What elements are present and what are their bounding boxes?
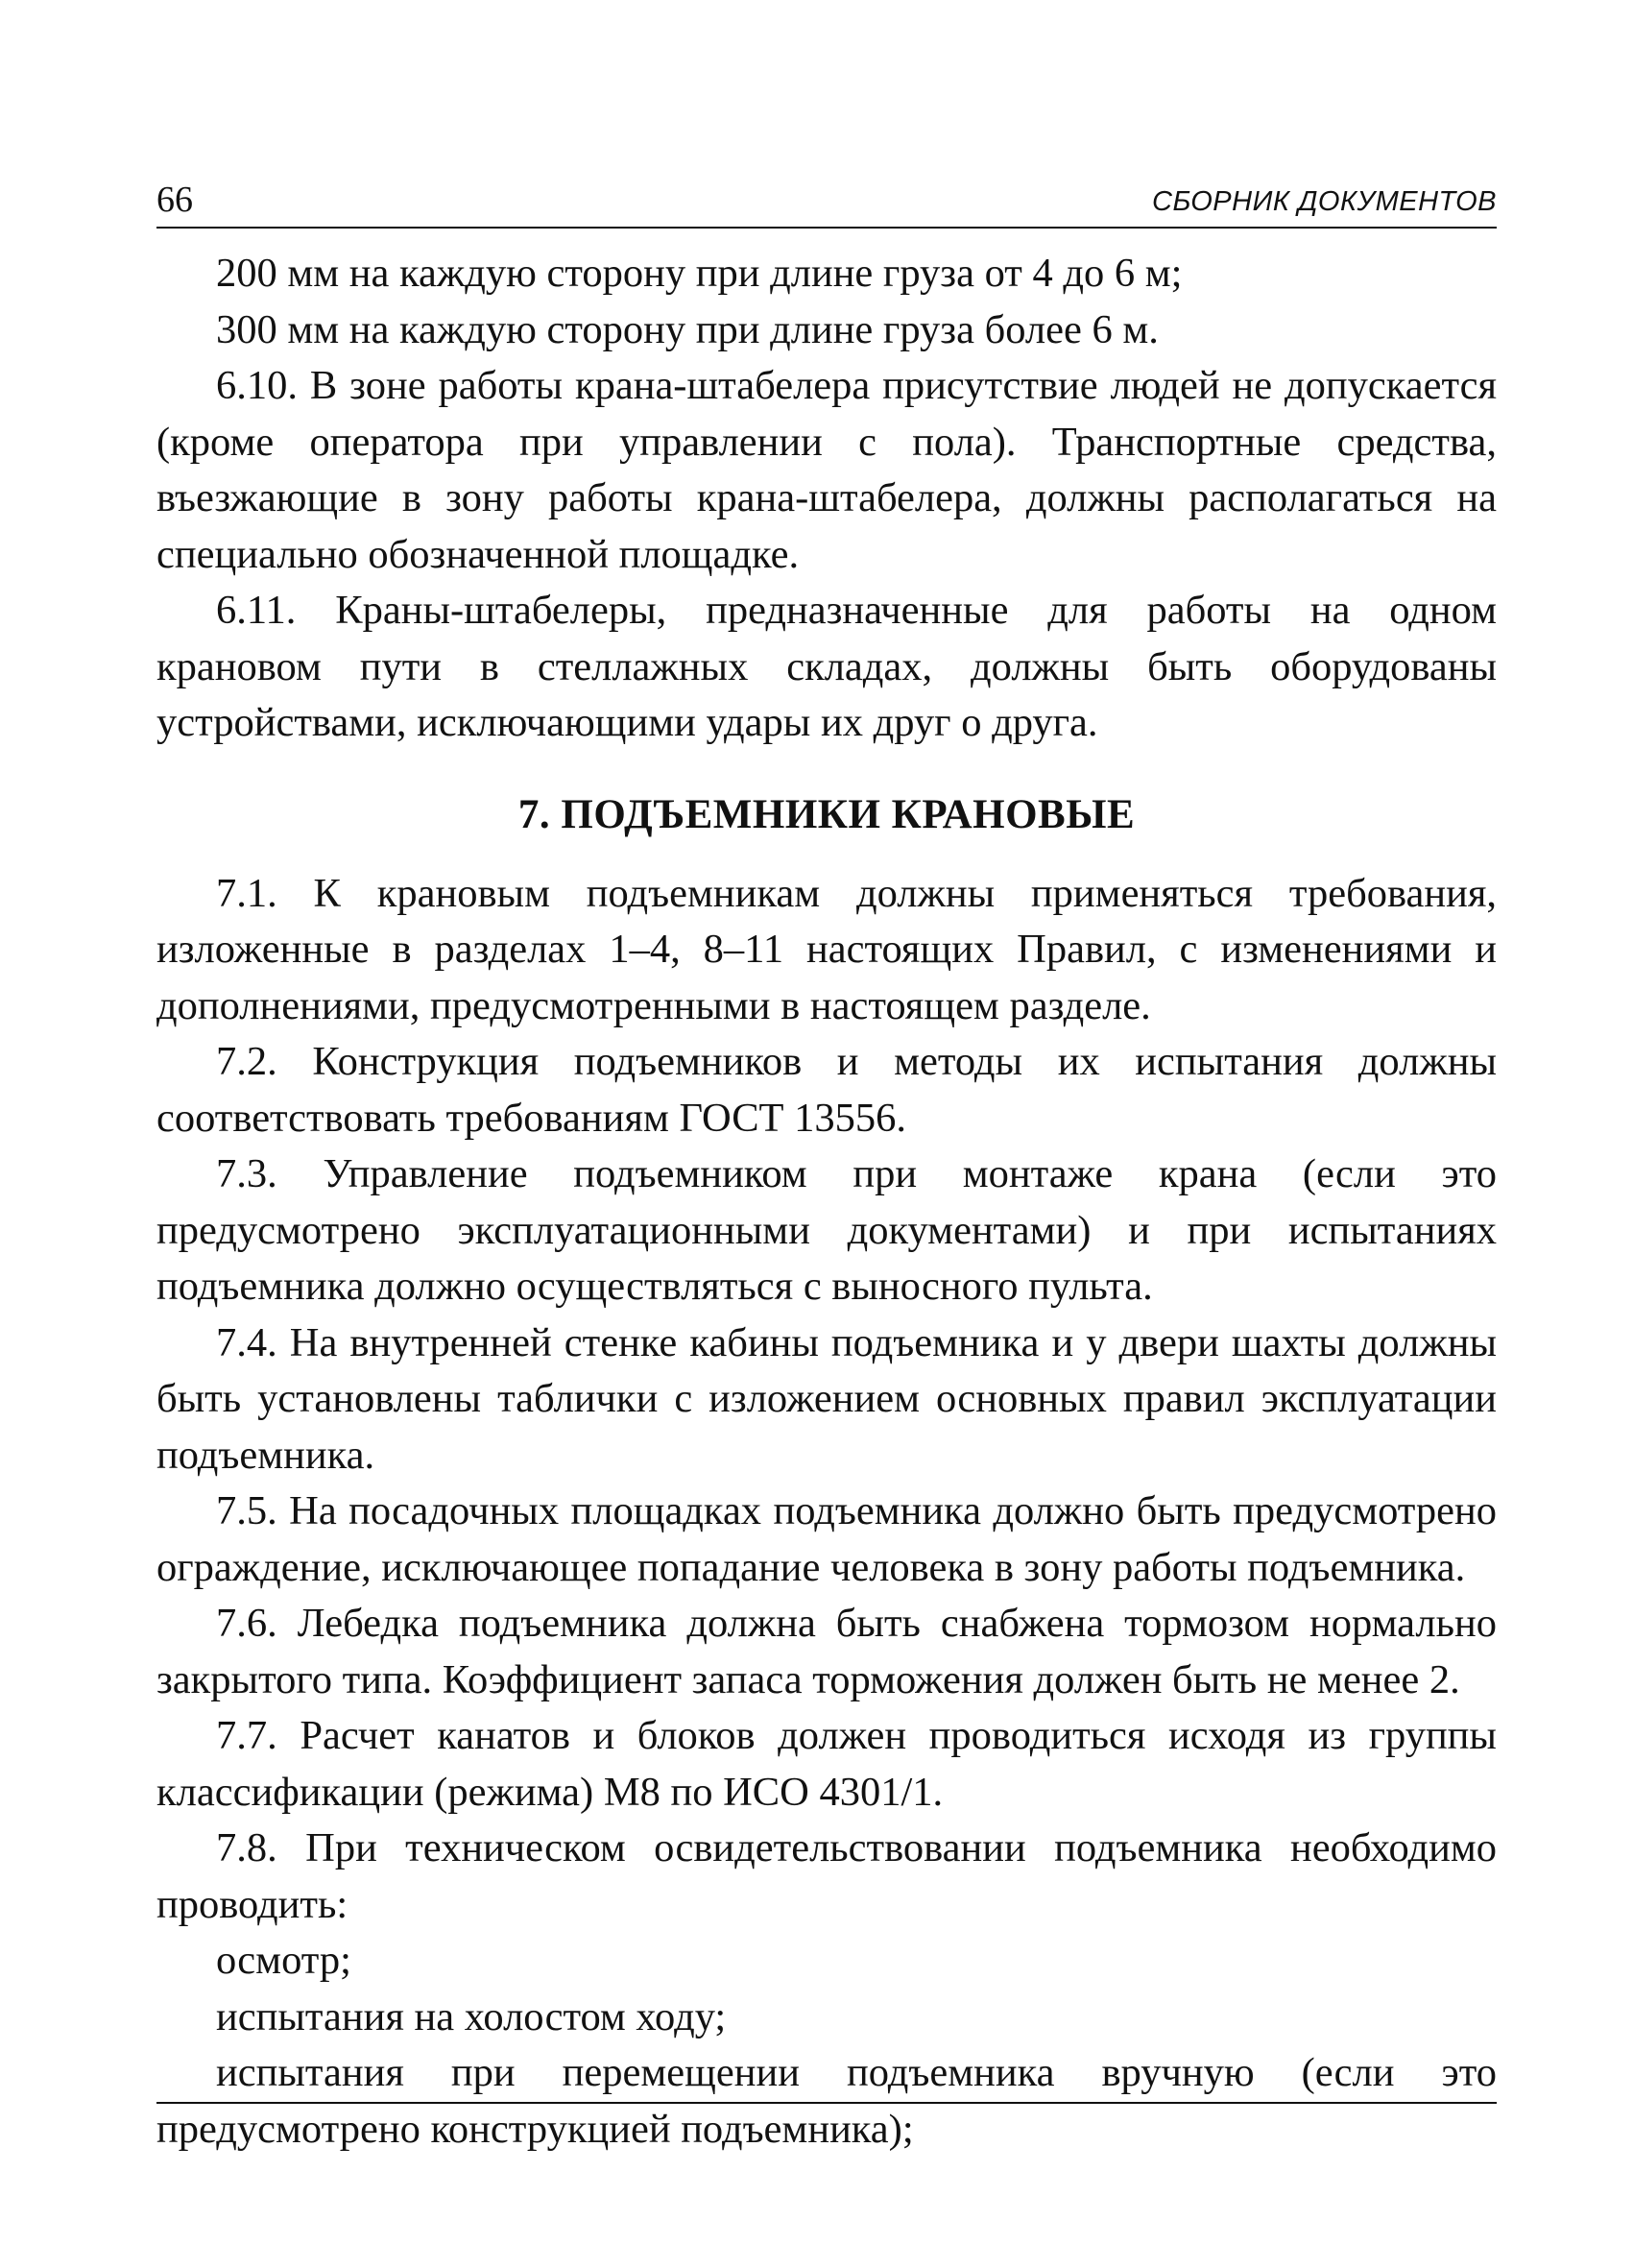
paragraph-list-item-300mm: 300 мм на каждую сторону при длине груза более 6 м. [216, 306, 1159, 352]
paragraph-7-6: 7.6. Лебедка подъемника должна быть снабжена тормозом нормально закрытого типа. Коэффициент запаса торможения должен быть не менее 2. [156, 1601, 1497, 1702]
paragraph-7-1: 7.1. К крановым подъемникам должны применяться требования, изложенные в разделах 1–4, 8–11 настоящих Правил, с изменениями и дополнениями, предусмотренными в настоящем разделе. [156, 870, 1497, 1028]
list-item-idle-test: испытания на холостом ходу; [216, 1993, 727, 2039]
paragraph-7-3: 7.3. Управление подъемником при монтаже крана (если это предусмотрено эксплуатационными документами) и при испытаниях подъемника должно осуществляться с выносного пульта. [156, 1151, 1497, 1309]
paragraph-7-7: 7.7. Расчет канатов и блоков должен проводиться исходя из группы классификации (режима) М8 по ИСО 4301/1. [156, 1713, 1497, 1815]
paragraph-7-8: 7.8. При техническом освидетельствовании подъемника необходимо проводить: [156, 1825, 1497, 1927]
list-item-manual-move-test: испытания при перемещении подъемника вручную (если это предусмотрено конструкцией подъемника); [156, 2050, 1497, 2152]
running-header [156, 179, 1497, 229]
paragraph-6-11: 6.11. Краны-штабелеры, предназначенные для работы на одном крановом пути в стеллажных складах, должны быть оборудованы устройствами, исключающими удары их друг о друга. [156, 588, 1497, 745]
paragraph-7-4: 7.4. На внутренней стенке кабины подъемника и у двери шахты должны быть установлены таблички с изложением основных правил эксплуатации подъемника. [156, 1319, 1497, 1478]
page-number: 66 [156, 180, 193, 220]
running-title: СБОРНИК ДОКУМЕНТОВ [1152, 186, 1497, 217]
paragraph-7-2: 7.2. Конструкция подъемников и методы их испытания должны соответствовать требованиям ГОСТ 13556. [156, 1039, 1497, 1141]
list-item-inspection: осмотр; [216, 1938, 351, 1983]
section-heading: 7. ПОДЪЕМНИКИ КРАНОВЫЕ [517, 791, 1136, 837]
paragraph-6-10: 6.10. В зоне работы крана-штабелера присутствие людей не допускается (кроме оператора при управлении с пола). Транспортные средства, въезжающие в зону работы крана-штабелера, должны располагаться на специально обозначенной площадке. [156, 363, 1497, 577]
paragraph-7-5: 7.5. На посадочных площадках подъемника должно быть предусмотрено ограждение, исключающее попадание человека в зону работы подъемника. [156, 1488, 1497, 1590]
paragraph-list-item-200mm: 200 мм на каждую сторону при длине груза от 4 до 6 м; [216, 251, 1183, 296]
bottom-rule [156, 2102, 1497, 2104]
document-page [156, 0, 1497, 2268]
body-text [156, 246, 1497, 2158]
